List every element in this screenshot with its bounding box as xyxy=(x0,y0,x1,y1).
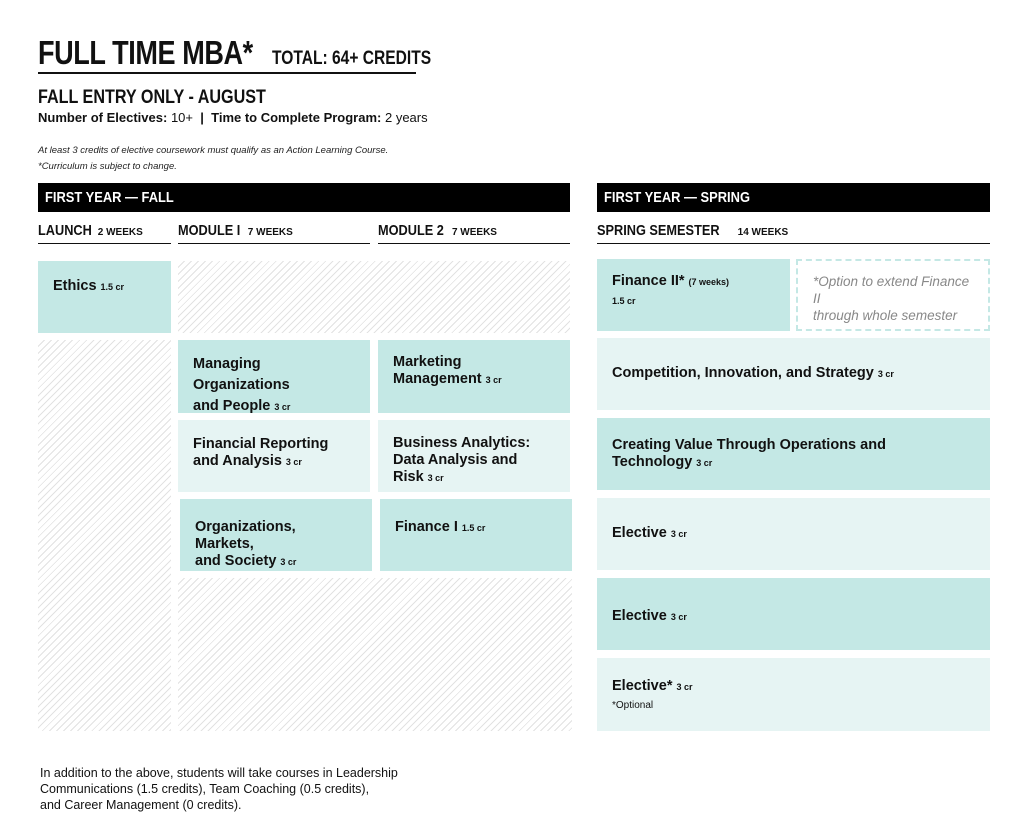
spring-semester-duration: 14 WEEKS xyxy=(737,227,789,238)
page-title: FULL TIME MBA* xyxy=(38,34,253,71)
course-name-line1: Managing Organizations xyxy=(193,356,290,393)
title-divider xyxy=(38,72,416,74)
time-value: 2 years xyxy=(384,110,428,125)
course-credits: 3 cr xyxy=(696,457,713,468)
course-credits: 3 cr xyxy=(877,369,894,379)
course-name: Ethics xyxy=(53,278,97,294)
course-credits: 3 cr xyxy=(485,375,502,385)
electives-label: Number of Electives: xyxy=(38,110,168,125)
course-name-line1: Organizations, Markets, xyxy=(195,519,296,552)
course-credits: 1.5 cr xyxy=(461,523,486,533)
module2-duration: 7 WEEKS xyxy=(451,227,497,238)
course-managing-organizations xyxy=(178,340,370,413)
curriculum-note: *Curriculum is subject to change. xyxy=(38,161,177,172)
course-elective-1 xyxy=(597,498,990,570)
course-credits: 3 cr xyxy=(274,402,291,412)
course-name-line1: Business Analytics: xyxy=(393,435,531,451)
course-credits: 3 cr xyxy=(285,457,302,467)
entry-heading: FALL ENTRY ONLY - AUGUST xyxy=(38,87,266,108)
course-name-line1: Financial Reporting xyxy=(193,436,329,452)
course-name-line2: and Society xyxy=(195,553,277,569)
optional-note: *Optional xyxy=(612,700,654,711)
course-marketing-management xyxy=(378,340,570,413)
course-name: Finance I xyxy=(395,519,458,535)
module2-header xyxy=(378,222,570,244)
empty-slot xyxy=(38,340,171,731)
spring-bar xyxy=(597,183,990,212)
course-credits: 3 cr xyxy=(670,612,687,622)
course-name: Finance II* xyxy=(612,273,685,289)
option-note-line1: *Option to extend Finance II xyxy=(813,274,970,306)
module1-header xyxy=(178,222,370,244)
option-note-line2: through whole semester xyxy=(813,308,958,323)
course-name-line3: Risk xyxy=(393,469,424,485)
course-name-line2: Management xyxy=(393,371,482,387)
launch-header xyxy=(38,222,171,244)
empty-slot xyxy=(178,578,572,731)
course-name-line2: and Analysis xyxy=(193,453,282,469)
module1-label: MODULE I xyxy=(178,222,241,239)
course-organizations-markets xyxy=(180,499,372,571)
time-label: Time to Complete Program: xyxy=(211,110,382,125)
course-name: Creating Value Through Operations and Technology xyxy=(612,436,886,470)
course-name: Competition, Innovation, and Strategy xyxy=(612,365,874,381)
course-finance-1 xyxy=(380,499,572,571)
course-credits: 3 cr xyxy=(280,557,297,567)
info-separator: | xyxy=(200,110,204,125)
finance-2-extension-option xyxy=(796,259,990,331)
empty-slot xyxy=(178,261,570,333)
footer-line2: Communications (1.5 credits), Team Coaching (0.5 credits), xyxy=(40,782,370,796)
course-finance-2 xyxy=(597,259,790,331)
course-ethics xyxy=(38,261,171,333)
course-name-line1: Marketing xyxy=(393,354,462,370)
program-info xyxy=(38,110,428,125)
course-creating-value xyxy=(597,418,990,490)
course-name-line2: Data Analysis and xyxy=(393,452,518,468)
module2-label: MODULE 2 xyxy=(378,222,444,239)
fall-bar-label: FIRST YEAR — FALL xyxy=(45,189,174,206)
footer-line3: and Career Management (0 credits). xyxy=(40,798,242,812)
module1-duration: 7 WEEKS xyxy=(247,227,293,238)
course-elective-optional xyxy=(597,658,990,731)
course-name: Elective xyxy=(612,525,667,541)
course-name: Elective xyxy=(612,608,667,624)
action-learning-note: At least 3 credits of elective coursework must qualify as an Action Learning Course. xyxy=(38,145,389,156)
launch-duration: 2 WEEKS xyxy=(97,227,143,238)
course-credits: 1.5 cr xyxy=(612,296,636,306)
course-business-analytics xyxy=(378,420,570,492)
launch-label: LAUNCH xyxy=(38,222,92,239)
course-credits: 3 cr xyxy=(676,682,693,692)
spring-semester-label: SPRING SEMESTER xyxy=(597,222,720,239)
course-credits: 3 cr xyxy=(427,473,444,483)
spring-bar-label: FIRST YEAR — SPRING xyxy=(604,189,750,206)
course-credits: 3 cr xyxy=(670,529,687,539)
spring-semester-header xyxy=(597,222,990,244)
footer-line1: In addition to the above, students will take courses in Leadership xyxy=(40,766,398,780)
course-credits: 1.5 cr xyxy=(100,282,125,292)
course-name: Elective* xyxy=(612,678,673,694)
course-elective-2 xyxy=(597,578,990,650)
course-competition-innovation xyxy=(597,338,990,410)
course-weeks: (7 weeks) xyxy=(688,277,730,287)
total-credits: TOTAL: 64+ CREDITS xyxy=(272,48,432,69)
course-financial-reporting xyxy=(178,420,370,492)
course-name-line2: and People xyxy=(193,398,271,414)
electives-value: 10+ xyxy=(170,110,194,125)
additional-courses-note xyxy=(40,765,460,813)
fall-bar xyxy=(38,183,570,212)
